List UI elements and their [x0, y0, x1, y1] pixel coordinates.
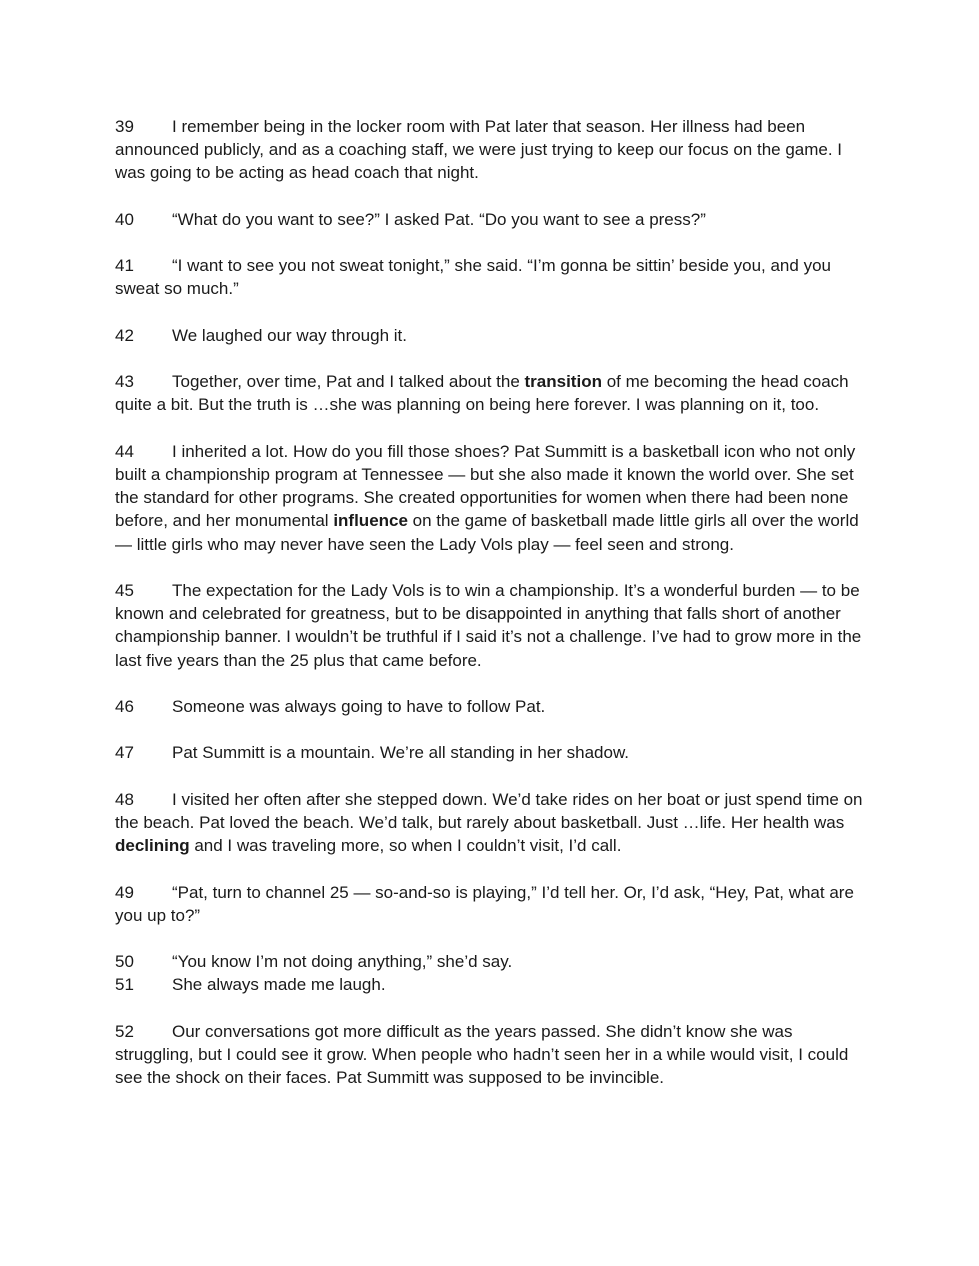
- paragraph-number: 39: [115, 117, 134, 136]
- paragraph-text: and I was traveling more, so when I couldn’t visit, I’d call.: [189, 836, 622, 856]
- paragraph: [115, 115, 867, 185]
- paragraph: [115, 1020, 867, 1090]
- bold-term: transition: [524, 372, 602, 392]
- paragraph-text: “Pat, turn to channel 25 — so-and-so is playing,” I’d tell her. Or, I’d ask, “Hey, Pat, what are you up to?”: [115, 882, 854, 925]
- paragraph: [115, 440, 867, 556]
- paragraph-text: The expectation for the Lady Vols is to win a championship. It’s a wonderful burden — to be known and celebrated for greatness, but to be disappointed in anything that falls short of another championship banner. I wouldn’t be truthful if I said it’s not a challenge. I’ve had to grow more in the last five years than the 25 plus that came before.: [115, 580, 862, 670]
- paragraph-number: 51: [115, 975, 134, 995]
- paragraph: [115, 788, 867, 858]
- paragraph-number: 40: [115, 209, 134, 229]
- paragraph-number: 52: [115, 1021, 134, 1041]
- paragraph: [115, 254, 867, 300]
- bold-term: declining: [115, 836, 190, 856]
- paragraph: [115, 579, 867, 672]
- paragraph-number: 46: [115, 696, 134, 716]
- paragraph-text: Together, over time, Pat and I talked about the: [172, 372, 525, 392]
- paragraph-number: 50: [115, 952, 134, 972]
- paragraph-number: 44: [115, 441, 134, 461]
- paragraph-text: I visited her often after she stepped down. We’d take rides on her boat or just spend time on the beach. Pat loved the beach. We’d talk, but rarely about basketball. Just …life. Her health was: [115, 789, 863, 832]
- paragraph-number: 43: [115, 372, 134, 392]
- paragraph: [115, 370, 867, 416]
- paragraph-number: 48: [115, 789, 134, 809]
- paragraph: [115, 950, 867, 973]
- paragraph-text: of me becoming the head coach quite a bit. But the truth is …she was planning on being here forever. I was planning on it, too.: [115, 372, 849, 415]
- paragraph-number: 45: [115, 580, 134, 600]
- paragraph-text: I inherited a lot. How do you fill those shoes? Pat Summitt is a basketball icon who not only built a championship program at Tennessee — but she also made it known the world over. She set the standard for other programs. She created opportunities for women when there had been none before, and her monumental: [115, 441, 856, 531]
- paragraph-number: 47: [115, 743, 134, 763]
- paragraph-text: Pat Summitt is a mountain. We’re all standing in her shadow.: [172, 743, 630, 763]
- paragraph-number: 41: [115, 256, 134, 276]
- paragraph-number: 42: [115, 325, 134, 345]
- paragraph: [115, 973, 867, 996]
- paragraph: [115, 208, 867, 231]
- document-page: [115, 115, 867, 1113]
- paragraph-number: 49: [115, 882, 134, 902]
- paragraph-text: I remember being in the locker room with Pat later that season. Her illness had been announced publicly, and as a coaching staff, we were just trying to keep our focus on the game. I was going to be acting as head coach that night.: [115, 117, 843, 183]
- paragraph-text: Our conversations got more difficult as the years passed. She didn’t know she was struggling, but I could see it grow. When people who hadn’t seen her in a while would visit, I could see the shock on their faces. Pat Summitt was supposed to be invincible.: [115, 1021, 849, 1088]
- paragraph-text: We laughed our way through it.: [172, 325, 407, 345]
- paragraph-text: on the game of basketball made little girls all over the world — little girls who may never have seen the Lady Vols play — feel seen and strong.: [115, 511, 859, 554]
- bold-term: influence: [333, 511, 408, 531]
- paragraph-text: Someone was always going to have to follow Pat.: [172, 696, 546, 716]
- paragraph-text: “I want to see you not sweat tonight,” she said. “I’m gonna be sittin’ beside you, and you sweat so much.”: [115, 256, 831, 299]
- paragraph: [115, 695, 867, 718]
- paragraph-text: “You know I’m not doing anything,” she’d say.: [172, 952, 513, 972]
- paragraph: [115, 741, 867, 764]
- paragraph: [115, 881, 867, 927]
- paragraph: [115, 324, 867, 347]
- paragraph-text: She always made me laugh.: [172, 975, 386, 995]
- paragraph-text: “What do you want to see?” I asked Pat. “Do you want to see a press?”: [172, 209, 706, 229]
